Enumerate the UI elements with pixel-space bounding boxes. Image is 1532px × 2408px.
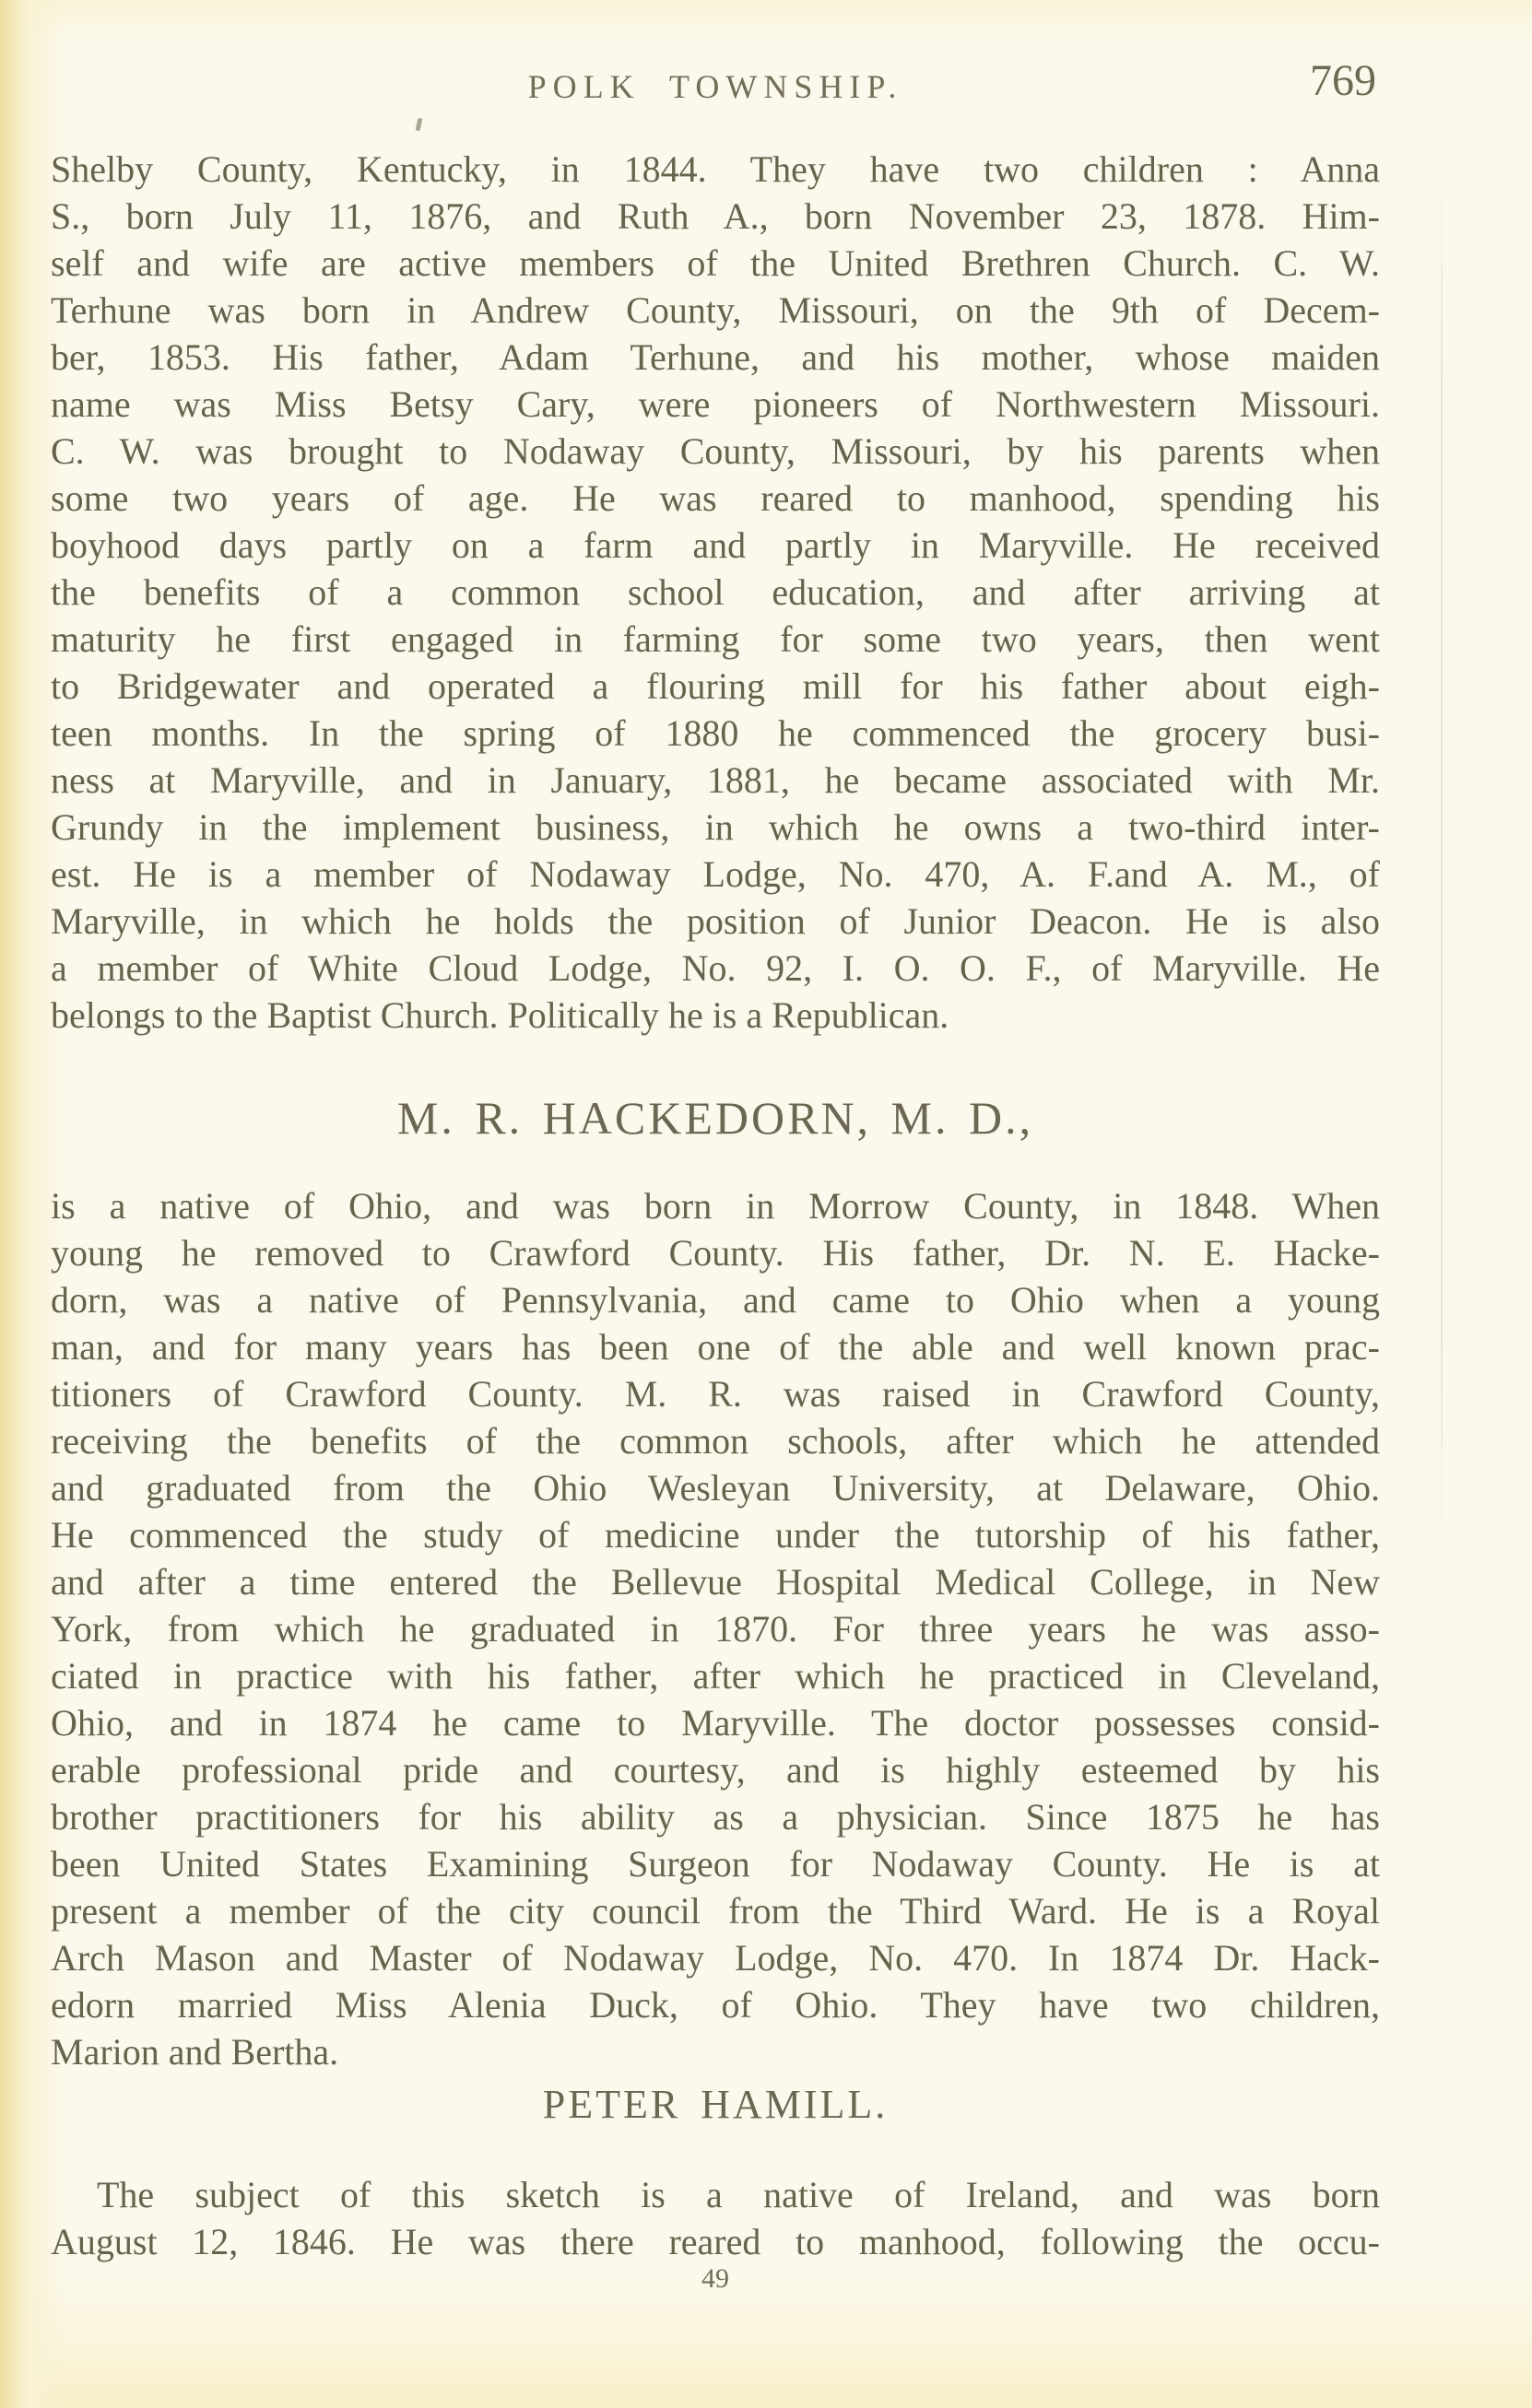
text-line: Terhune was born in Andrew County, Missouri, on the 9th of Decem- <box>51 289 1380 331</box>
text-line: present a member of the city council from the Third Ward. He is a Royal <box>51 1890 1380 1932</box>
text-line: The subject of this sketch is a native of Ireland, and was born <box>97 2174 1380 2215</box>
text-line: C. W. was brought to Nodaway County, Missouri, by his parents when <box>51 430 1380 472</box>
section-heading-hamill: PETER HAMILL. <box>542 2082 889 2127</box>
text-line: Ohio, and in 1874 he came to Maryville. The doctor possesses consid- <box>51 1702 1380 1744</box>
page-number: 769 <box>1310 56 1376 105</box>
running-header <box>51 55 1380 111</box>
text-line: self and wife are active members of the United Brethren Church. C. W. <box>51 242 1380 284</box>
text-line: belongs to the Baptist Church. Politically he is a Republican. <box>51 994 949 1036</box>
text-line: erable professional pride and courtesy, and is highly esteemed by his <box>51 1749 1380 1791</box>
text-line: the benefits of a common school education, and after arriving at <box>51 571 1380 613</box>
text-line: boyhood days partly on a farm and partly in Maryville. He received <box>51 524 1380 566</box>
text-line: edorn married Miss Alenia Duck, of Ohio. They have two children, <box>51 1984 1380 2026</box>
text-line: Marion and Bertha. <box>51 2031 339 2073</box>
text-line: He commenced the study of medicine under the tutorship of his father, <box>51 1514 1380 1556</box>
text-line: man, and for many years has been one of the able and well known prac- <box>51 1326 1380 1368</box>
text-line: young he removed to Crawford County. His father, Dr. N. E. Hacke- <box>51 1232 1380 1274</box>
text-line: titioners of Crawford County. M. R. was raised in Crawford County, <box>51 1373 1380 1415</box>
paragraph-hackedorn-biography <box>51 1182 1380 2075</box>
text-line: ber, 1853. His father, Adam Terhune, and his mother, whose maiden <box>51 336 1380 378</box>
text-line: been United States Examining Surgeon for Nodaway County. He is at <box>51 1843 1380 1885</box>
paragraph-hamill-biography <box>51 2171 1380 2265</box>
running-header-title: POLK TOWNSHIP. <box>527 68 903 105</box>
text-line: and after a time entered the Bellevue Hospital Medical College, in New <box>51 1561 1380 1603</box>
text-line: is a native of Ohio, and was born in Morrow County, in 1848. When <box>51 1185 1380 1227</box>
ink-speck <box>416 118 423 132</box>
text-line: est. He is a member of Nodaway Lodge, No. 470, A. F.and A. M., of <box>51 853 1380 895</box>
page-edge-shadow <box>1441 166 1443 1548</box>
text-line: to Bridgewater and operated a flouring mill for his father about eigh- <box>51 665 1380 707</box>
text-line: name was Miss Betsy Cary, were pioneers of Northwestern Missouri. <box>51 383 1380 425</box>
text-line: ness at Maryville, and in January, 1881, he became associated with Mr. <box>51 759 1380 801</box>
paragraph-terhune-biography <box>51 146 1380 1039</box>
text-line: receiving the benefits of the common schools, after which he attended <box>51 1420 1380 1462</box>
text-line: August 12, 1846. He was there reared to manhood, following the occu- <box>51 2221 1380 2262</box>
text-line: ciated in practice with his father, after which he practiced in Cleveland, <box>51 1655 1380 1697</box>
text-line: and graduated from the Ohio Wesleyan University, at Delaware, Ohio. <box>51 1467 1380 1509</box>
section-heading-hackedorn: M. R. HACKEDORN, M. D., <box>396 1092 1034 1144</box>
text-line: dorn, was a native of Pennsylvania, and came to Ohio when a young <box>51 1279 1380 1321</box>
text-line: a member of White Cloud Lodge, No. 92, I. O. O. F., of Maryville. He <box>51 947 1380 989</box>
text-line: Shelby County, Kentucky, in 1844. They have two children : Anna <box>51 148 1380 190</box>
text-line: brother practitioners for his ability as a physician. Since 1875 he has <box>51 1796 1380 1838</box>
text-line: Arch Mason and Master of Nodaway Lodge, No. 470. In 1874 Dr. Hack- <box>51 1937 1380 1979</box>
text-line: some two years of age. He was reared to manhood, spending his <box>51 477 1380 519</box>
text-line: teen months. In the spring of 1880 he commenced the grocery busi- <box>51 712 1380 754</box>
text-line: Maryville, in which he holds the position of Junior Deacon. He is also <box>51 900 1380 942</box>
text-line: maturity he first engaged in farming for some two years, then went <box>51 618 1380 660</box>
signature-mark: 49 <box>701 2263 729 2294</box>
text-line: York, from which he graduated in 1870. For three years he was asso- <box>51 1608 1380 1650</box>
text-line: Grundy in the implement business, in which he owns a two-third inter- <box>51 806 1380 848</box>
text-line: S., born July 11, 1876, and Ruth A., born November 23, 1878. Him- <box>51 195 1380 237</box>
